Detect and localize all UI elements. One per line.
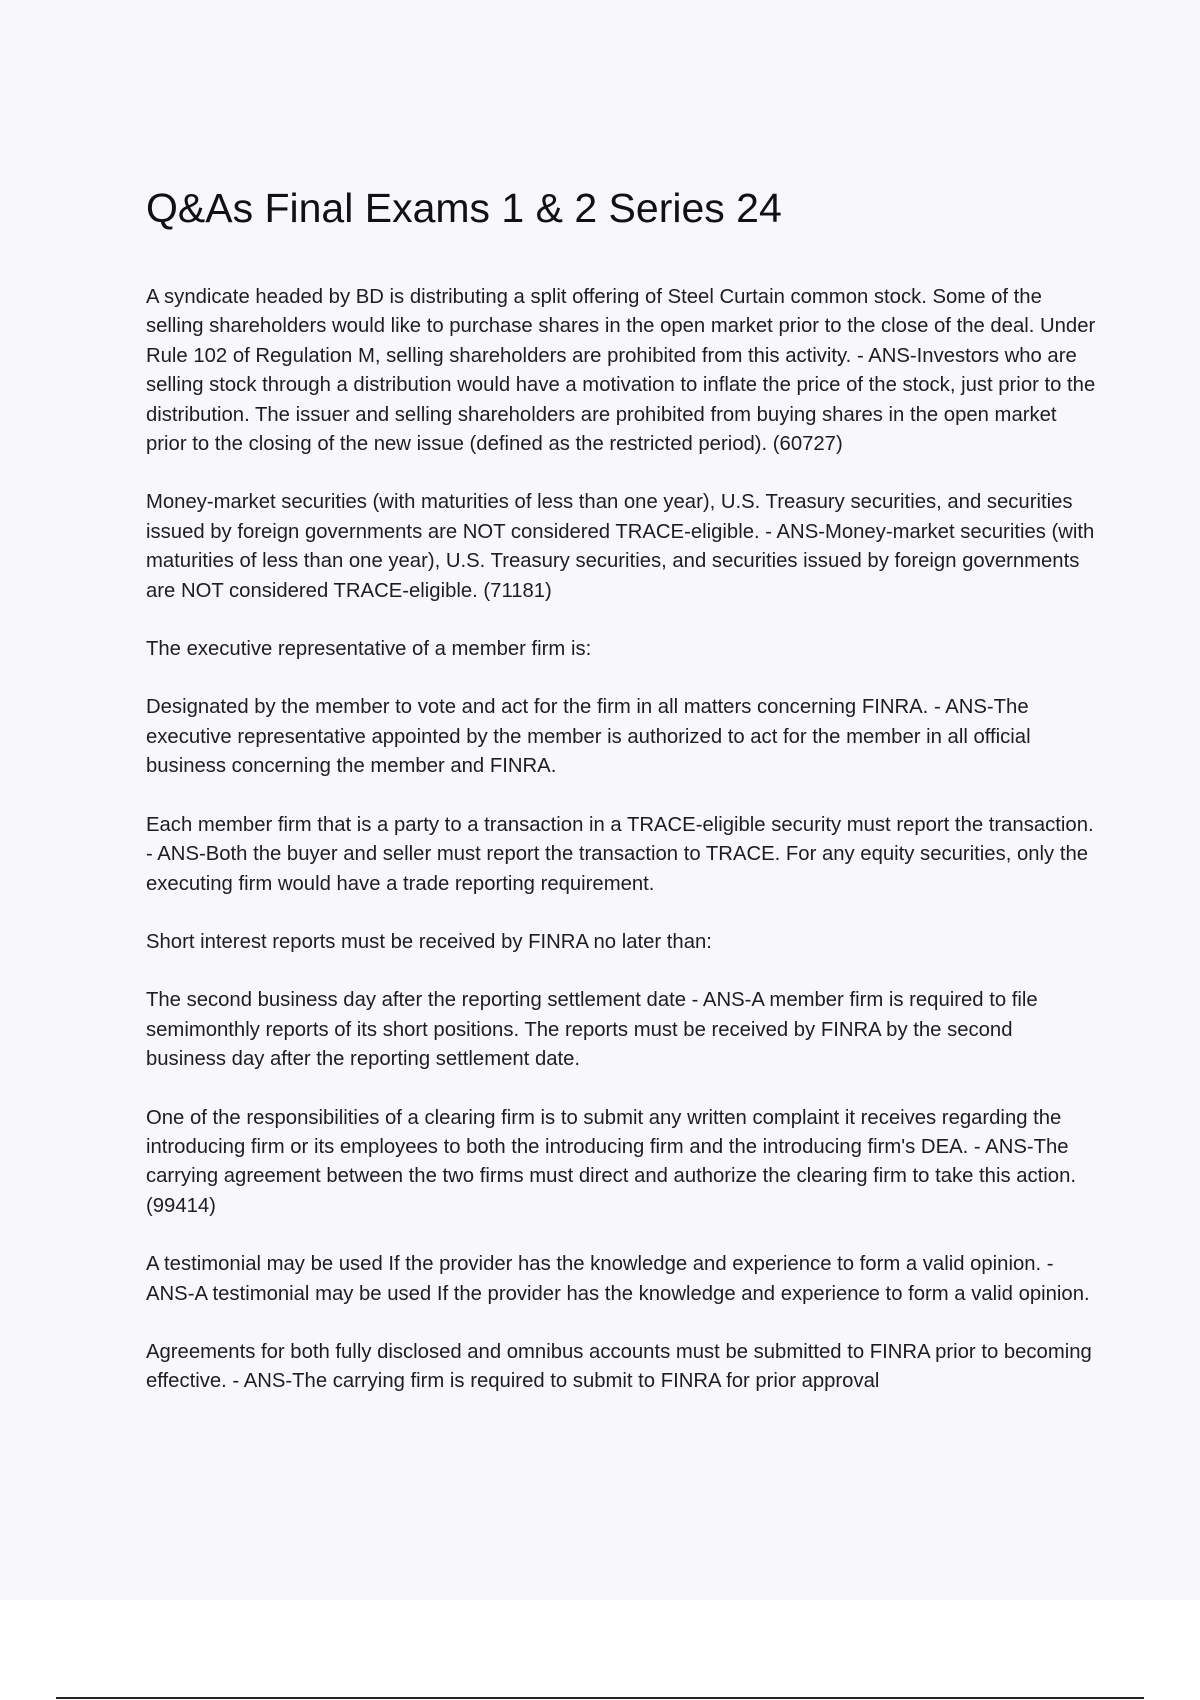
footer-divider (56, 1697, 1144, 1699)
qa-paragraph: Each member firm that is a party to a transaction in a TRACE-eligible security must report the transaction. - ANS-Both the buyer and seller must report the transaction to TRACE. For any equity securities, only the executing firm would have a trade reporting requirement. (146, 813, 1094, 895)
document-title: Q&As Final Exams 1 & 2 Series 24 (146, 185, 782, 231)
qa-paragraph: Designated by the member to vote and act for the firm in all matters concerning FINRA. - ANS-The executive representative appointed by the member is authorized to act for the member in all official business concerning the member and FINRA. (146, 696, 1031, 778)
qa-paragraph: The second business day after the reporting settlement date - ANS-A member firm is required to file semimonthly reports of its short positions. The reports must be received by FINRA by the second business day after the reporting settlement date. (146, 989, 1038, 1071)
qa-paragraph: The executive representative of a member firm is: (146, 638, 592, 661)
qa-paragraph: Short interest reports must be received by FINRA no later than: (146, 930, 712, 953)
qa-paragraph: One of the responsibilities of a clearing firm is to submit any written complaint it receives regarding the introducing firm or its employees to both the introducing firm and the introducing firm's DEA. - ANS-The carrying agreement between the two firms must direct and authorize the clearing firm to take this action. (99414) (146, 1106, 1076, 1217)
qa-paragraph: Agreements for both fully disclosed and omnibus accounts must be submitted to FINRA prior to becoming effective. - ANS-The carrying firm is required to submit to FINRA for prior approval (146, 1340, 1092, 1393)
qa-paragraph: A syndicate headed by BD is distributing a split offering of Steel Curtain common stock. Some of the selling shareholders would like to purchase shares in the open market prior to the close of the deal. Under Rule 102 of Regulation M, selling shareholders are prohibited from this activity. - ANS-Investors who are selling stock through a distribution would have a motivation to inflate the price of the stock, just prior to the distribution. The issuer and selling shareholders are prohibited from buying shares in the open market prior to the closing of the new issue (defined as the restricted period). (60727) (146, 286, 1096, 456)
qa-paragraph: A testimonial may be used If the provider has the knowledge and experience to form a valid opinion. - ANS-A testimonial may be used If the provider has the knowledge and experience to form a valid opinion. (146, 1253, 1090, 1305)
document-content (146, 183, 1096, 1426)
qa-paragraph: Money-market securities (with maturities of less than one year), U.S. Treasury securities, and securities issued by foreign governments are NOT considered TRACE-eligible. - ANS-Money-market securities (with maturities of less than one year), U.S. Treasury securities, and securities issued by foreign governments are NOT considered TRACE-eligible. (71181) (146, 491, 1095, 602)
